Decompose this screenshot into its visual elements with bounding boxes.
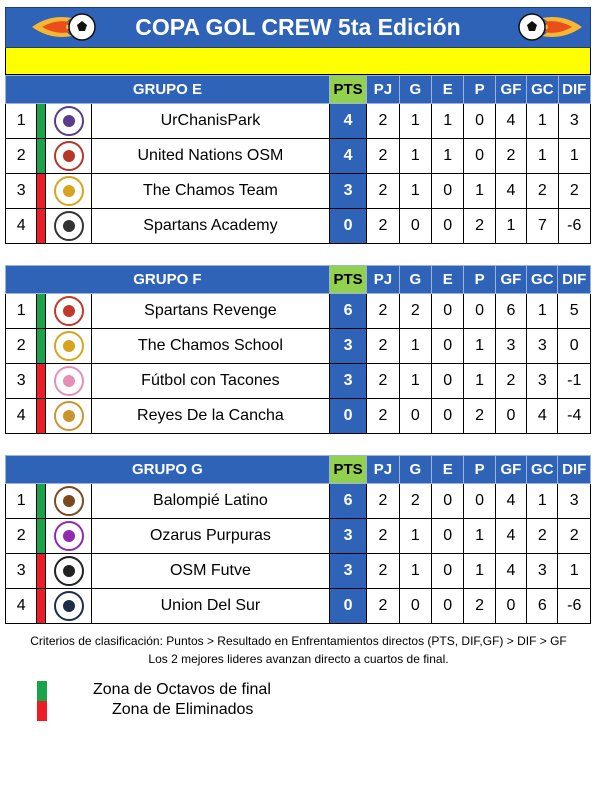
stat-pj: 2 [367,139,399,174]
group-header-row [6,456,591,484]
points-cell: 3 [329,174,366,209]
stat-gf: 4 [495,104,526,139]
team-name: The Chamos Team [92,174,330,209]
stat-dif: 1 [558,139,590,174]
flaming-soccer-ball-icon [30,10,100,44]
legend-red-label: Zona de Eliminados [112,701,254,718]
team-name: Union Del Sur [91,589,329,624]
stat-g: 0 [399,399,431,434]
team-crest-icon [54,556,84,586]
column-header-gc: GC [527,76,558,104]
stat-p: 0 [464,484,495,519]
column-header-e: E [432,76,464,104]
table-row [6,519,591,554]
stat-gc: 7 [527,209,558,244]
stat-pj: 2 [367,519,399,554]
stat-gc: 1 [527,104,558,139]
group-table [5,265,591,434]
page-title: COPA GOL CREW 5ta Edición [135,14,461,40]
points-cell: 3 [329,364,366,399]
team-crest-icon [54,141,84,171]
stat-pj: 2 [367,399,399,434]
zone-indicator [37,174,46,209]
stat-e: 0 [432,329,464,364]
stat-p: 1 [464,364,495,399]
stat-g: 1 [399,329,431,364]
team-crest-icon [54,486,84,516]
stat-e: 0 [432,589,464,624]
stat-p: 0 [464,139,495,174]
stat-e: 0 [432,364,464,399]
stat-gf: 1 [495,209,526,244]
yellow-banner [5,48,591,75]
stat-e: 0 [432,399,464,434]
stat-gf: 4 [495,174,526,209]
points-cell: 4 [329,139,366,174]
team-logo-cell [46,554,92,589]
stat-pj: 2 [367,589,399,624]
stat-e: 0 [432,174,464,209]
stat-g: 1 [399,139,431,174]
table-row [6,484,591,519]
column-header-g: G [399,76,431,104]
team-name: United Nations OSM [92,139,330,174]
zone-indicator [37,139,46,174]
team-logo-cell [46,399,92,434]
team-logo-cell [46,364,92,399]
team-name: Spartans Academy [92,209,330,244]
column-header-gf: GF [495,76,526,104]
stat-gf: 4 [495,484,526,519]
position-cell: 4 [6,589,37,624]
column-header-g: G [399,266,431,294]
points-cell: 4 [329,104,366,139]
stat-p: 1 [464,554,495,589]
stat-p: 0 [464,104,495,139]
stat-dif: -6 [558,589,591,624]
stat-pj: 2 [367,554,399,589]
team-name: Reyes De la Cancha [91,399,329,434]
position-cell: 2 [6,329,37,364]
stat-pj: 2 [367,104,399,139]
stat-gc: 4 [527,399,558,434]
stat-e: 0 [432,294,464,329]
team-logo-cell [46,589,92,624]
stat-e: 0 [432,519,464,554]
column-header-pj: PJ [367,456,399,484]
table-row [6,364,591,399]
stat-e: 0 [432,484,464,519]
group-header-row [6,76,591,104]
stat-gf: 2 [495,364,526,399]
zone-indicator [37,209,46,244]
column-header-gc: GC [527,456,558,484]
table-row [6,329,591,364]
stat-gf: 3 [495,329,526,364]
position-cell: 2 [6,519,37,554]
team-name: Ozarus Purpuras [91,519,329,554]
stat-p: 2 [464,589,495,624]
points-cell: 3 [329,554,366,589]
column-header-gc: GC [527,266,558,294]
team-logo-cell [46,294,92,329]
stat-gf: 4 [495,554,526,589]
stat-gf: 4 [495,519,526,554]
legend-red-swatch [37,701,47,721]
zone-indicator [37,399,46,434]
points-cell: 6 [329,294,366,329]
stat-dif: -4 [558,399,591,434]
team-logo-cell [46,484,92,519]
stat-g: 0 [399,589,431,624]
team-crest-icon [54,296,84,326]
criteria-text: Criterios de clasificación: Puntos > Resultado en Enfrentamientos directos (PTS, DIF,GF) > DIF > GF [30,634,567,648]
team-crest-icon [54,106,84,136]
team-logo-cell [46,209,92,244]
zone-indicator [37,554,46,589]
position-cell: 2 [6,139,37,174]
team-logo-cell [46,104,92,139]
table-row [6,104,591,139]
stat-g: 0 [399,209,431,244]
stat-p: 2 [464,209,495,244]
column-header-gf: GF [495,266,526,294]
stat-g: 2 [399,294,431,329]
stat-dif: -1 [558,364,591,399]
team-logo-cell [46,519,92,554]
zone-indicator [37,364,46,399]
column-header-pj: PJ [367,76,399,104]
column-header-e: E [432,456,464,484]
stat-gc: 3 [527,364,558,399]
team-logo-cell [46,329,92,364]
legend-green-label: Zona de Octavos de final [93,681,271,698]
stat-gc: 1 [527,139,558,174]
stat-dif: 5 [558,294,591,329]
team-name: OSM Futve [91,554,329,589]
stat-e: 1 [432,139,464,174]
column-header-p: P [464,266,495,294]
column-header-dif: DIF [558,456,591,484]
team-logo-cell [46,139,92,174]
table-row [6,139,591,174]
team-name: UrChanisPark [92,104,330,139]
zone-indicator [37,104,46,139]
table-row [6,589,591,624]
legend-green-swatch [37,681,47,701]
column-header-e: E [432,266,464,294]
stat-p: 1 [464,329,495,364]
stat-gf: 0 [495,589,526,624]
team-logo-cell [46,174,92,209]
stat-g: 1 [399,519,431,554]
table-row [6,209,591,244]
group-table [5,455,591,624]
criteria-note: Los 2 mejores lideres avanzan directo a cuartos de final. [148,652,449,666]
zone-indicator [37,294,46,329]
team-crest-icon [54,331,84,361]
stat-dif: 2 [558,519,591,554]
stat-gc: 2 [527,519,558,554]
table-row [6,399,591,434]
team-crest-icon [54,401,84,431]
title-bar [5,7,591,48]
team-crest-icon [54,521,84,551]
team-crest-icon [54,366,84,396]
stat-gf: 6 [495,294,526,329]
stat-gf: 2 [495,139,526,174]
table-row [6,554,591,589]
stat-dif: 2 [558,174,590,209]
stat-p: 1 [464,174,495,209]
column-header-gf: GF [495,456,526,484]
column-header-dif: DIF [558,266,591,294]
stat-g: 1 [399,174,431,209]
stat-pj: 2 [367,484,399,519]
points-cell: 0 [329,209,366,244]
stat-pj: 2 [367,329,399,364]
points-cell: 3 [329,519,366,554]
stat-p: 1 [464,519,495,554]
group-name: GRUPO E [6,76,330,104]
position-cell: 4 [6,209,37,244]
stat-pj: 2 [367,174,399,209]
position-cell: 1 [6,294,37,329]
team-crest-icon [54,591,84,621]
zone-indicator [37,589,46,624]
stat-pj: 2 [367,364,399,399]
stat-e: 1 [432,104,464,139]
stat-gc: 1 [527,294,558,329]
stat-dif: 0 [558,329,591,364]
stat-e: 0 [432,554,464,589]
stat-g: 1 [399,554,431,589]
team-crest-icon [54,211,84,241]
stat-pj: 2 [367,209,399,244]
stat-gc: 1 [527,484,558,519]
position-cell: 3 [6,364,37,399]
team-name: Fútbol con Tacones [91,364,329,399]
stat-gf: 0 [495,399,526,434]
table-row [6,174,591,209]
stat-dif: -6 [558,209,590,244]
position-cell: 1 [6,104,37,139]
group-name: GRUPO F [6,266,330,294]
team-name: Spartans Revenge [91,294,329,329]
stat-g: 1 [399,364,431,399]
flaming-soccer-ball-icon [514,10,584,44]
stat-gc: 3 [527,329,558,364]
zone-indicator [37,329,46,364]
position-cell: 1 [6,484,37,519]
column-header-g: G [399,456,431,484]
stat-e: 0 [432,209,464,244]
column-header-pts: PTS [329,76,366,104]
table-row [6,294,591,329]
classification-criteria [0,632,597,668]
stat-dif: 1 [558,554,591,589]
position-cell: 4 [6,399,37,434]
points-cell: 6 [329,484,366,519]
points-cell: 0 [329,589,366,624]
team-name: Balompié Latino [91,484,329,519]
column-header-p: P [464,456,495,484]
group-table [5,75,591,244]
stat-g: 1 [399,104,431,139]
stat-p: 2 [464,399,495,434]
group-name: GRUPO G [6,456,330,484]
column-header-p: P [464,76,495,104]
position-cell: 3 [6,554,37,589]
stat-dif: 3 [558,484,591,519]
stat-g: 2 [399,484,431,519]
column-header-dif: DIF [558,76,590,104]
team-name: The Chamos School [91,329,329,364]
stat-pj: 2 [367,294,399,329]
points-cell: 3 [329,329,366,364]
column-header-pts: PTS [329,266,366,294]
zone-indicator [37,484,46,519]
zone-indicator [37,519,46,554]
team-crest-icon [54,176,84,206]
stat-gc: 2 [527,174,558,209]
stat-gc: 6 [527,589,558,624]
points-cell: 0 [329,399,366,434]
stat-p: 0 [464,294,495,329]
position-cell: 3 [6,174,37,209]
stat-dif: 3 [558,104,590,139]
column-header-pj: PJ [367,266,399,294]
group-header-row [6,266,591,294]
column-header-pts: PTS [329,456,366,484]
stat-gc: 3 [527,554,558,589]
